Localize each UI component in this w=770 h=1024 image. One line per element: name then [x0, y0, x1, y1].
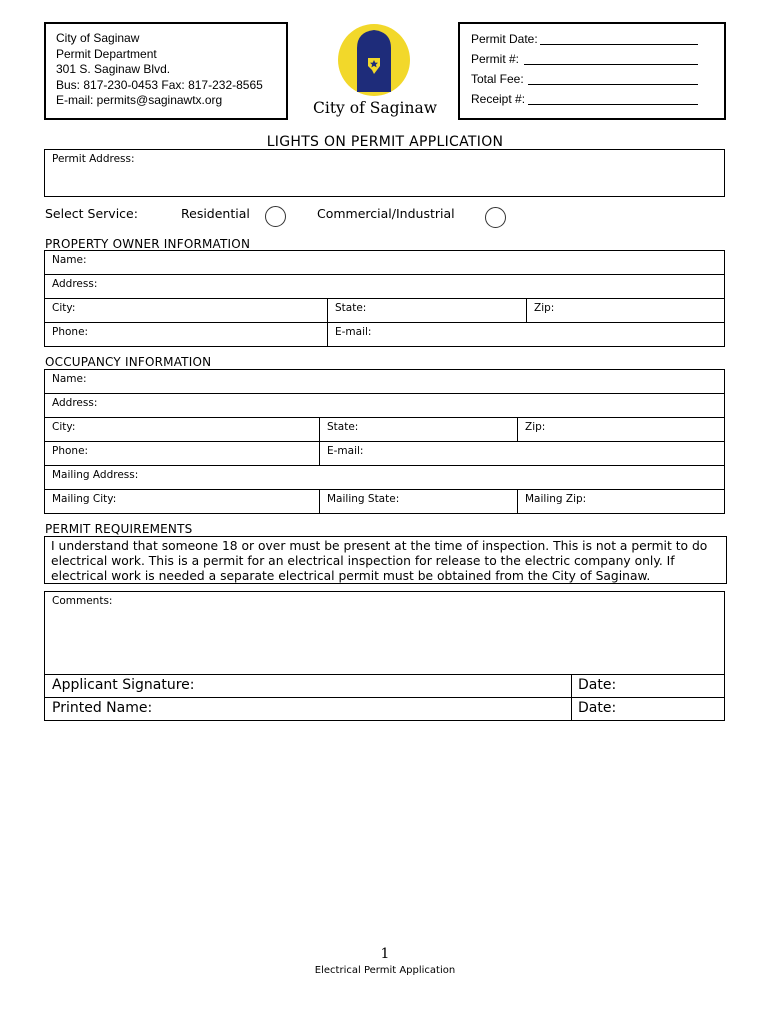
mailing-city-field[interactable]: [44, 489, 320, 514]
applicant-signature-field[interactable]: [44, 674, 572, 698]
mailing-address-label: Mailing Address:: [52, 469, 139, 481]
receipt-number-label: Receipt #:: [471, 92, 526, 106]
footer-caption: Electrical Permit Application: [314, 965, 456, 976]
signature-date-field[interactable]: [571, 674, 725, 698]
occupancy-address-field[interactable]: [44, 393, 725, 418]
occupancy-name-label: Name:: [52, 373, 87, 385]
owner-state-field[interactable]: [327, 298, 527, 323]
logo-wordmark: City of Saginaw: [313, 99, 437, 117]
mailing-zip-field[interactable]: [517, 489, 725, 514]
residential-radio[interactable]: [265, 206, 286, 227]
owner-city-field[interactable]: [44, 298, 328, 323]
occupancy-zip-field[interactable]: [517, 417, 725, 442]
mailing-state-label: Mailing State:: [327, 493, 400, 505]
applicant-signature-label: Applicant Signature:: [52, 677, 195, 693]
occupancy-state-field[interactable]: [319, 417, 518, 442]
signature-date-label: Date:: [578, 677, 617, 693]
page-number: 1: [380, 946, 390, 962]
occupancy-address-label: Address:: [52, 397, 98, 409]
owner-zip-field[interactable]: [526, 298, 725, 323]
page-title: LIGHTS ON PERMIT APPLICATION: [266, 134, 504, 150]
receipt-number-field[interactable]: [528, 104, 698, 105]
saginaw-seal-icon: [305, 20, 445, 100]
contact-line-4: Bus: 817-230-0453 Fax: 817-232-8565: [56, 77, 263, 92]
comments-label: Comments:: [52, 595, 113, 607]
mailing-city-label: Mailing City:: [52, 493, 117, 505]
city-logo: [305, 20, 445, 120]
permit-date-label: Permit Date:: [471, 32, 538, 46]
requirements-text: I understand that someone 18 or over must be present at the time of inspection. This is not a permit to do electrical work. This is a permit for an electrical inspection for release to the electric company only. If electrical work is needed a separate electrical permit must be obtained from the City of Saginaw.: [51, 539, 708, 583]
owner-section-heading: PROPERTY OWNER INFORMATION: [45, 237, 251, 251]
permit-number-label: Permit #:: [471, 52, 520, 66]
printed-date-field[interactable]: [571, 697, 725, 721]
comments-field[interactable]: [44, 591, 725, 675]
commercial-radio[interactable]: [485, 207, 506, 228]
residential-label: Residential: [181, 206, 250, 221]
contact-line-5: E-mail: permits@saginawtx.org: [56, 93, 223, 107]
select-service-label: Select Service:: [45, 206, 138, 221]
owner-phone-field[interactable]: [44, 322, 328, 347]
permit-address-field[interactable]: [44, 149, 725, 197]
owner-name-field[interactable]: [44, 250, 725, 275]
requirements-section-heading: PERMIT REQUIREMENTS: [45, 522, 193, 536]
owner-email-field[interactable]: [327, 322, 725, 347]
office-use-box: [458, 22, 726, 120]
owner-address-label: Address:: [52, 278, 98, 290]
occupancy-email-label: E-mail:: [327, 445, 364, 457]
contact-line-1: City of Saginaw: [56, 31, 140, 45]
occupancy-city-label: City:: [52, 421, 76, 433]
commercial-label: Commercial/Industrial: [317, 206, 455, 221]
permit-address-label: Permit Address:: [52, 153, 135, 165]
permit-date-field[interactable]: [540, 44, 698, 45]
owner-city-label: City:: [52, 302, 76, 314]
contact-line-2: Permit Department: [56, 46, 157, 61]
owner-state-label: State:: [335, 302, 367, 314]
owner-phone-label: Phone:: [52, 326, 89, 338]
requirements-box: [44, 536, 727, 584]
printed-name-label: Printed Name:: [52, 700, 153, 716]
mailing-address-field[interactable]: [44, 465, 725, 490]
mailing-state-field[interactable]: [319, 489, 518, 514]
owner-zip-label: Zip:: [534, 302, 555, 314]
printed-name-field[interactable]: [44, 697, 572, 721]
occupancy-phone-label: Phone:: [52, 445, 89, 457]
mailing-zip-label: Mailing Zip:: [525, 493, 587, 505]
owner-email-label: E-mail:: [335, 326, 372, 338]
city-contact-box: [44, 22, 288, 120]
total-fee-field[interactable]: [528, 84, 698, 85]
occupancy-state-label: State:: [327, 421, 359, 433]
occupancy-section-heading: OCCUPANCY INFORMATION: [45, 355, 212, 369]
occupancy-city-field[interactable]: [44, 417, 320, 442]
total-fee-label: Total Fee:: [471, 72, 524, 86]
occupancy-email-field[interactable]: [319, 441, 725, 466]
printed-date-label: Date:: [578, 700, 617, 716]
owner-address-field[interactable]: [44, 274, 725, 299]
occupancy-name-field[interactable]: [44, 369, 725, 394]
contact-line-3: 301 S. Saginaw Blvd.: [56, 62, 171, 76]
occupancy-phone-field[interactable]: [44, 441, 320, 466]
owner-name-label: Name:: [52, 254, 87, 266]
permit-number-field[interactable]: [524, 64, 698, 65]
occupancy-zip-label: Zip:: [525, 421, 546, 433]
